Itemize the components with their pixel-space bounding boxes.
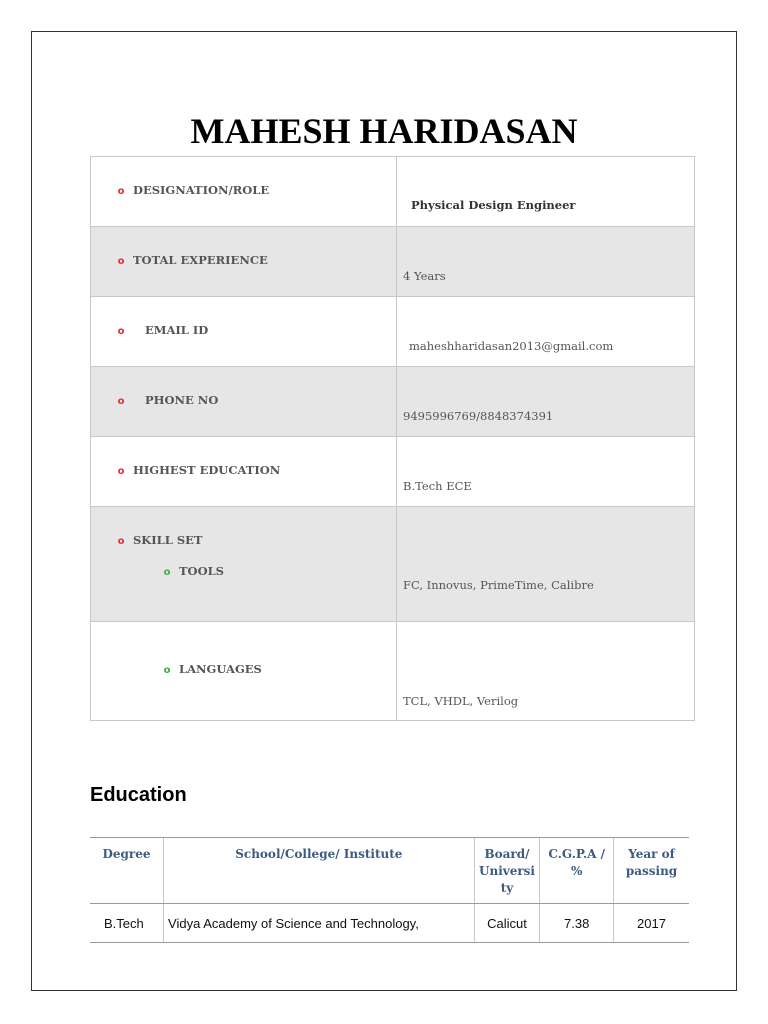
profile-row-languages — [91, 622, 695, 721]
profile-row-experience — [91, 227, 695, 297]
bullet-icon: o — [117, 326, 125, 337]
label-email: EMAIL ID — [145, 323, 209, 337]
profile-row-education — [91, 437, 695, 507]
value-tools: FC, Innovus, PrimeTime, Calibre — [403, 578, 594, 592]
profile-value-cell — [397, 367, 695, 437]
profile-label-cell — [91, 227, 397, 297]
profile-label-cell — [91, 507, 397, 622]
header-board: Board/ Universi ty — [474, 838, 540, 904]
value-highest-education: B.Tech ECE — [403, 479, 472, 493]
sub-bullet-icon: o — [163, 567, 171, 578]
value-phone: 9495996769/8848374391 — [403, 409, 554, 423]
value-email: maheshharidasan2013@gmail.com — [409, 339, 614, 353]
label-experience: TOTAL EXPERIENCE — [133, 253, 268, 267]
profile-value-cell — [397, 437, 695, 507]
header-cgpa: C.G.P.A / % — [540, 838, 614, 904]
bullet-icon: o — [117, 536, 125, 547]
bullet-icon: o — [117, 396, 125, 407]
value-designation: Physical Design Engineer — [411, 198, 576, 212]
profile-value-cell — [397, 297, 695, 367]
education-table — [90, 837, 689, 943]
profile-row-phone — [91, 367, 695, 437]
label-highest-education: HIGHEST EDUCATION — [133, 463, 281, 477]
profile-label-cell — [91, 157, 397, 227]
bullet-icon: o — [117, 466, 125, 477]
cell-institute: Vidya Academy of Science and Technology, — [164, 904, 475, 943]
label-skill-set: SKILL SET — [133, 533, 203, 547]
candidate-name: MAHESH HARIDASAN — [190, 111, 578, 151]
header-institute: School/College/ Institute — [164, 838, 475, 904]
label-designation: DESIGNATION/ROLE — [133, 183, 270, 197]
profile-value-cell — [397, 157, 695, 227]
value-languages: TCL, VHDL, Verilog — [403, 694, 519, 708]
profile-value-cell — [397, 622, 695, 721]
profile-label-cell — [91, 622, 397, 721]
header-year: Year of passing — [614, 838, 689, 904]
profile-label-cell — [91, 297, 397, 367]
education-heading: Education — [90, 784, 187, 806]
label-phone: PHONE NO — [145, 393, 219, 407]
profile-label-cell — [91, 437, 397, 507]
profile-value-cell — [397, 227, 695, 297]
label-tools: TOOLS — [179, 564, 224, 578]
value-experience: 4 Years — [403, 269, 446, 283]
cell-board: Calicut — [474, 904, 540, 943]
table-row — [90, 904, 689, 943]
label-languages: LANGUAGES — [179, 662, 262, 676]
profile-row-designation — [91, 157, 695, 227]
profile-row-skillset — [91, 507, 695, 622]
sub-bullet-icon: o — [163, 665, 171, 676]
bullet-icon: o — [117, 186, 125, 197]
header-degree: Degree — [90, 838, 164, 904]
cell-degree: B.Tech — [90, 904, 164, 943]
education-header-row — [90, 838, 689, 904]
cell-year: 2017 — [614, 904, 689, 943]
bullet-icon: o — [117, 256, 125, 267]
profile-table — [90, 156, 695, 721]
cell-cgpa: 7.38 — [540, 904, 614, 943]
profile-value-cell — [397, 507, 695, 622]
profile-label-cell — [91, 367, 397, 437]
profile-row-email — [91, 297, 695, 367]
